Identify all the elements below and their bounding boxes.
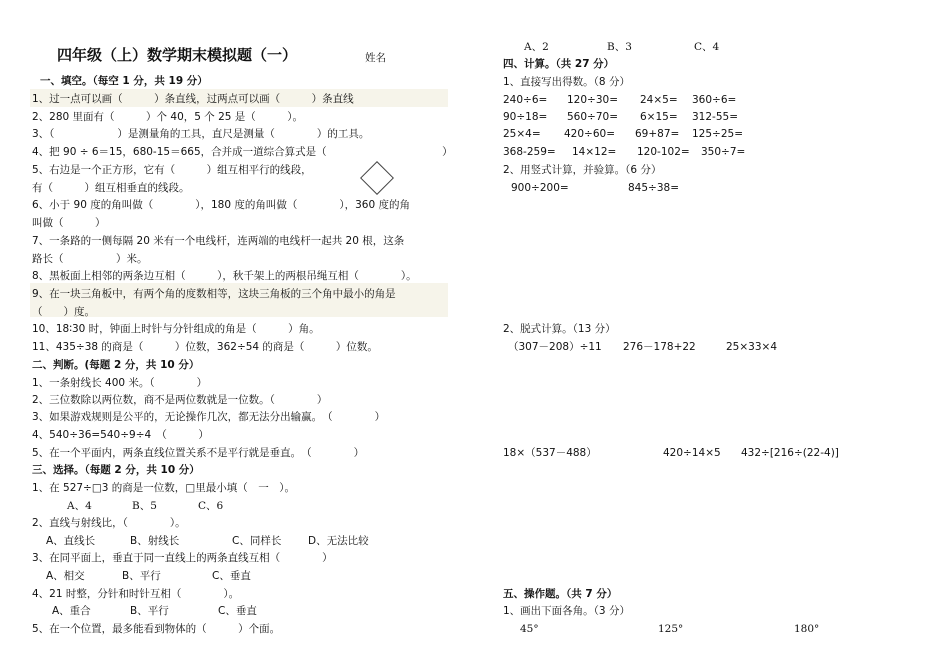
s3-q1-option: B、5	[132, 500, 157, 512]
calc-item: 125÷25=	[692, 128, 743, 140]
calc-item: 240÷6=	[503, 94, 548, 106]
s2-q3: 3、如果游戏规则是公平的，无论操作几次，都无法分出输赢。 （ ）	[32, 411, 386, 423]
s1-q4: 4、把 90 ÷ 6＝15，680-15＝665，合并成一道综合算式是（ ）	[32, 146, 453, 158]
angle-label: 180°	[794, 623, 820, 635]
calc-item: 25×4=	[503, 128, 541, 140]
section-4-heading: 四、计算。（共 27 分）	[503, 58, 615, 70]
s3-q1-option: C、6	[198, 500, 224, 512]
angle-label: 125°	[658, 623, 684, 635]
carry-over-option: C、4	[694, 41, 720, 53]
section-2-heading: 二、判断。(每题 2 分，共 10 分）	[32, 359, 200, 371]
carry-over-option: B、3	[607, 41, 632, 53]
calc-item: 120÷30=	[567, 94, 618, 106]
angle-label: 45°	[520, 623, 539, 635]
s3-q4-option: A、重合	[52, 605, 91, 617]
vertical-calc-item: 845÷38=	[628, 182, 679, 194]
s1-q6a: 6、小于 90 度的角叫做（ ），180 度的角叫做（ ），360 度的角	[32, 199, 410, 211]
s3-q2-option: A、直线长	[46, 535, 96, 547]
s1-q3: 3、（ ）是测量角的工具，直尺是测量（ ）的工具。	[32, 128, 370, 140]
calc-item: 24×5=	[640, 94, 678, 106]
stepwise-calc-item: 276－178+22	[623, 341, 696, 353]
s1-q5b: 有（ ）组互相垂直的线段。	[32, 182, 190, 194]
calc-item: 120-102=	[637, 146, 690, 158]
stepwise-calc-item: 18×（537－488）	[503, 447, 597, 459]
s3-q4-option: C、垂直	[218, 605, 257, 617]
calc-item: 90÷18=	[503, 111, 548, 123]
stepwise-calc-item: （307－208）÷11	[508, 341, 602, 353]
calc-item: 560÷70=	[567, 111, 618, 123]
s2-q1: 1、一条射线长 400 米。（ ）	[32, 377, 208, 389]
s3-q2-option: B、射线长	[130, 535, 180, 547]
s3-q3-option: C、垂直	[212, 570, 251, 582]
stepwise-calc-item: 432÷[216÷(22-4)]	[741, 447, 839, 459]
s1-q1: 1、过一点可以画（ ）条直线，过两点可以画（ ）条直线	[32, 93, 354, 105]
s3-q4: 4、21 时整，分针和时针互相（ ）。	[32, 588, 240, 600]
s5-part1: 1、画出下面各角。（3 分）	[503, 605, 630, 617]
calc-item: 360÷6=	[692, 94, 737, 106]
calc-item: 69+87=	[635, 128, 680, 140]
calc-item: 350÷7=	[701, 146, 746, 158]
calc-item: 312-55=	[692, 111, 738, 123]
square-figure	[360, 161, 394, 195]
s3-q1: 1、在 527÷□3 的商是一位数，□里最小填（ 一 ）。	[32, 482, 295, 494]
s2-q5: 5、在一个平面内，两条直线位置关系不是平行就是垂直。 （ ）	[32, 447, 365, 459]
section-1-heading: 一、填空。（每空 1 分，共 19 分）	[40, 75, 208, 87]
s1-q11: 11、435÷38 的商是（ ）位数，362÷54 的商是（ ）位数。	[32, 341, 378, 353]
s3-q3-option: A、相交	[46, 570, 85, 582]
calc-item: 368-259=	[503, 146, 556, 158]
s3-q1-option: A、4	[67, 500, 92, 512]
section-3-heading: 三、选择。（每题 2 分，共 10 分）	[32, 464, 200, 476]
s2-q2: 2、三位数除以两位数，商不是两位数就是一位数。（ ）	[32, 394, 328, 406]
section-5-heading: 五、操作题。（共 7 分）	[503, 588, 618, 600]
s3-q5: 5、在一个位置，最多能看到物体的（ ）个面。	[32, 623, 281, 635]
name-label: 姓名	[365, 52, 386, 64]
calc-item: 6×15=	[640, 111, 678, 123]
s3-q3-option: B、平行	[122, 570, 161, 582]
s3-q2-option: C、同样长	[232, 535, 282, 547]
s4-part3: 2、脱式计算。（13 分）	[503, 323, 616, 335]
s1-q10: 10、18∶30 时，钟面上时针与分针组成的角是（ ）角。	[32, 323, 320, 335]
s1-q2: 2、280 里面有（ ）个 40，5 个 25 是（ ）。	[32, 111, 304, 123]
s1-q6b: 叫做（ ）	[32, 217, 106, 229]
s1-q9b: （ ）度。	[32, 306, 95, 318]
s1-q5a: 5、右边是一个正方形，它有（ ）组互相平行的线段，	[32, 164, 312, 176]
s1-q9a: 9、在一块三角板中，有两个角的度数相等，这块三角板的三个角中最小的角是	[32, 288, 396, 300]
s1-q7b: 路长（ ）米。	[32, 253, 148, 265]
calc-item: 420÷60=	[564, 128, 615, 140]
s3-q2: 2、直线与射线比，（ ）。	[32, 517, 186, 529]
s4-part1: 1、直接写出得数。（8 分）	[503, 76, 630, 88]
s1-q7a: 7、一条路的一侧每隔 20 米有一个电线杆，连两端的电线杆一起共 20 根，这条	[32, 235, 405, 247]
s2-q4: 4、540÷36=540÷9÷4 （ ）	[32, 429, 209, 441]
s3-q3: 3、在同平面上，垂直于同一直线上的两条直线互相（ ）	[32, 552, 333, 564]
s4-part2: 2、用竖式计算，并验算。（6 分）	[503, 164, 662, 176]
s1-q8: 8、黑板面上相邻的两条边互相（ ），秋千架上的两根吊绳互相（ ）。	[32, 270, 417, 282]
calc-item: 14×12=	[572, 146, 617, 158]
s3-q4-option: B、平行	[130, 605, 169, 617]
page-title: 四年级（上）数学期末模拟题（一）	[57, 46, 298, 64]
stepwise-calc-item: 420÷14×5	[663, 447, 721, 459]
vertical-calc-item: 900÷200=	[511, 182, 569, 194]
stepwise-calc-item: 25×33×4	[726, 341, 777, 353]
carry-over-option: A、2	[524, 41, 549, 53]
s3-q2-option: D、无法比较	[308, 535, 369, 547]
